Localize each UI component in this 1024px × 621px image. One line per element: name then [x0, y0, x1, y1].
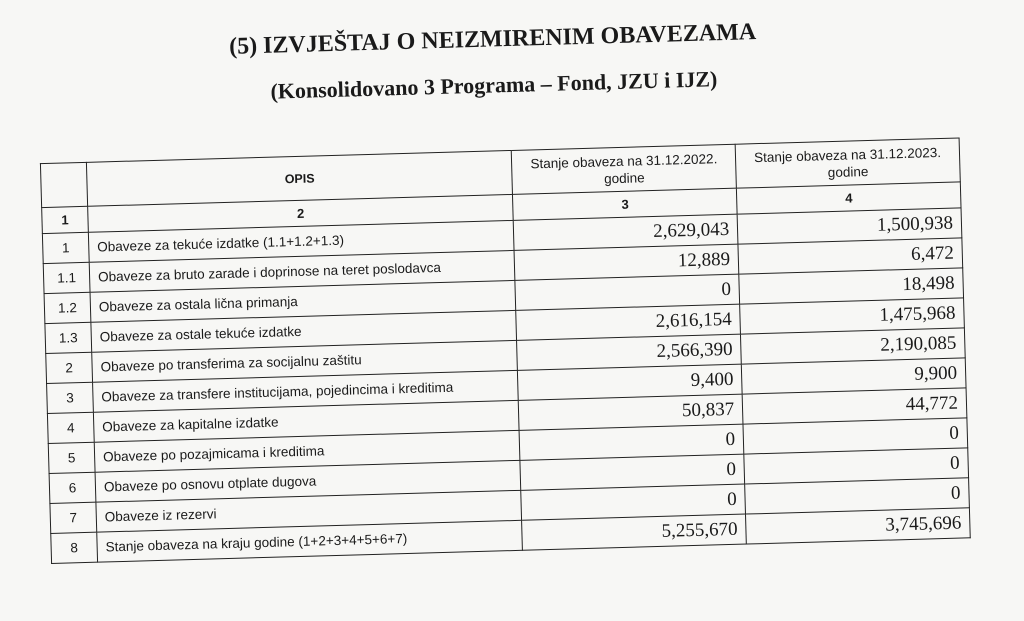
report-subtitle: (Konsolidovano 3 Programa – Fond, JZU i IJZ) [270, 66, 718, 104]
row-index: 2 [46, 352, 93, 383]
obligations-table [40, 137, 971, 564]
value-2022: 2,566,390 [517, 334, 742, 370]
row-index: 4 [47, 412, 94, 443]
row-description: Obaveze po transferima za socijalnu zaštitu [92, 340, 518, 382]
header-opis: OPIS [86, 150, 513, 206]
row-index: 1.2 [44, 292, 91, 323]
row-description: Obaveze za tekuće izdatke (1.1+1.2+1.3) [88, 220, 514, 262]
row-description: Obaveze po pozajmicama i kreditima [94, 430, 520, 472]
value-2022: 5,255,670 [522, 514, 747, 550]
value-2022: 2,616,154 [516, 304, 741, 340]
value-2023: 2,190,085 [741, 328, 966, 364]
value-2023: 0 [744, 448, 969, 484]
value-2023: 18,498 [739, 268, 964, 304]
value-2023: 0 [743, 418, 968, 454]
header-2022: Stanje obaveza na 31.12.2022. godine [512, 144, 737, 194]
value-2022: 12,889 [514, 244, 739, 280]
value-2022: 9,400 [518, 364, 743, 400]
value-2022: 0 [520, 454, 745, 490]
table-body [42, 208, 970, 564]
value-2023: 0 [745, 478, 970, 514]
row-index: 8 [51, 532, 98, 563]
row-index: 5 [48, 442, 95, 473]
row-index: 1.1 [43, 262, 90, 293]
report-title: (5) IZVJEŠTAJ O NEIZMIRENIM OBAVEZAMA [228, 19, 757, 60]
header-2023: Stanje obaveza na 31.12.2023. godine [735, 138, 960, 188]
value-2023: 1,475,968 [740, 298, 965, 334]
value-2023: 44,772 [742, 388, 967, 424]
row-index: 1.3 [45, 322, 92, 353]
value-2023: 3,745,696 [746, 508, 971, 544]
value-2023: 6,472 [738, 238, 963, 274]
value-2023: 1,500,938 [737, 208, 962, 244]
value-2022: 0 [515, 274, 740, 310]
column-number: 4 [737, 182, 961, 214]
row-index: 3 [47, 382, 94, 413]
row-index: 7 [50, 502, 97, 533]
column-number: 1 [42, 206, 89, 233]
value-2022: 50,837 [519, 394, 744, 430]
row-description: Stanje obaveza na kraju godine (1+2+3+4+5+6+7) [97, 520, 523, 562]
row-index: 6 [49, 472, 96, 503]
row-description: Obaveze za ostala lična primanja [90, 280, 516, 322]
row-index: 1 [42, 232, 89, 263]
value-2022: 0 [521, 484, 746, 520]
value-2023: 9,900 [741, 358, 966, 394]
column-number: 2 [88, 194, 514, 232]
header-index-cell [40, 162, 87, 207]
row-description: Obaveze za bruto zarade i doprinose na teret poslodavca [89, 250, 515, 292]
column-number: 3 [513, 188, 737, 220]
row-description: Obaveze za ostale tekuće izdatke [91, 310, 517, 352]
value-2022: 2,629,043 [514, 214, 739, 250]
row-description: Obaveze za transfere institucijama, pojedincima i kreditima [93, 370, 519, 412]
row-description: Obaveze za kapitalne izdatke [93, 400, 519, 442]
row-description: Obaveze po osnovu otplate dugova [95, 460, 521, 502]
row-description: Obaveze iz rezervi [96, 490, 522, 532]
value-2022: 0 [519, 424, 744, 460]
